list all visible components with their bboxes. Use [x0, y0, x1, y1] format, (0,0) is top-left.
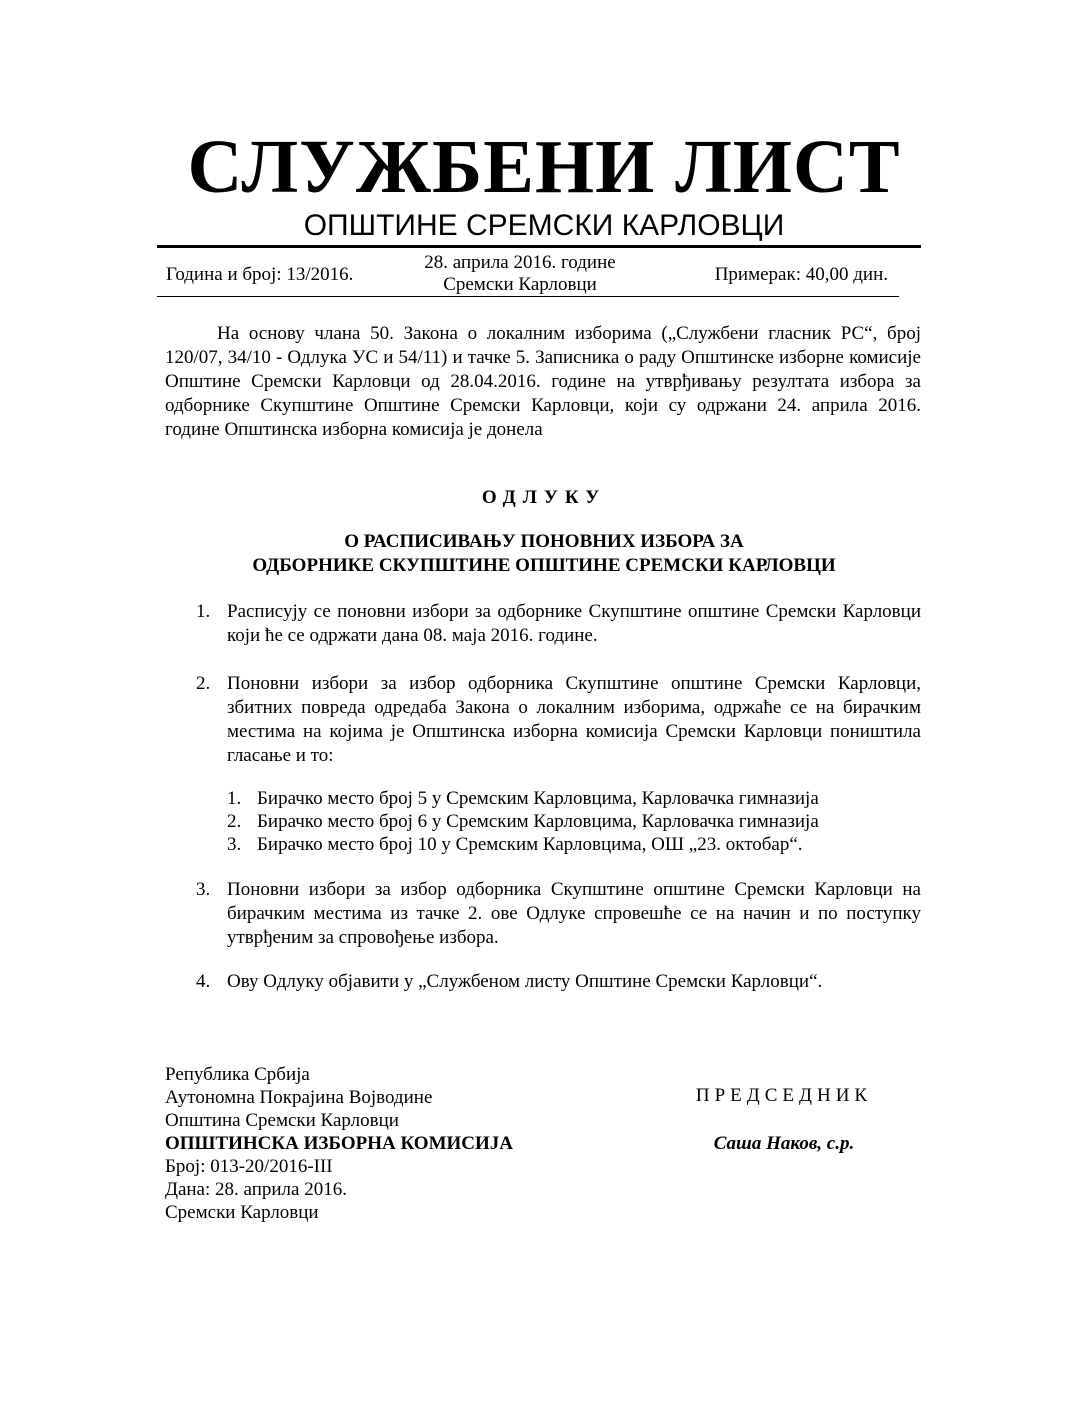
signatory-name: Саша Наков, с.р.	[713, 1133, 855, 1154]
polling-station-text: Бирачко место број 10 у Сремским Карловцима, ОШ „23. октобар“.	[257, 834, 803, 855]
item-text: Поновни избори за избор одборника Скупштине општине Сремски Карловци на бирачким местима из тачке 2. ове Одлуке спровешће се на начин и по поступку утврђеним за спровођење избора.	[227, 879, 921, 948]
decision-subtitle	[0, 530, 1088, 578]
decision-subtitle-line: О РАСПИСИВАЊУ ПОНОВНИХ ИЗБОРА ЗА	[344, 531, 744, 552]
footer-place: Сремски Карловци	[165, 1202, 319, 1223]
item-text: Расписују се поновни избори за одборнике Скупштине општине Сремски Карловци који ће се одржати дана 08. маја 2016. године.	[227, 601, 921, 646]
signatory-title: ПРЕДСЕДНИК	[695, 1085, 873, 1106]
item-text: Поновни избори за избор одборника Скупштине општине Сремски Карловци, збитних повреда одредаба Закона о локалним изборима, одржаће се на бирачким местима на којима је Општинска изборна комисија Сремски Карловци поништила гласање и то:	[227, 673, 921, 766]
issue-price: Примерак: 40,00 дин.	[714, 264, 888, 285]
issue-number: Година и број: 13/2016.	[166, 264, 354, 285]
masthead-title: СЛУЖБЕНИ ЛИСТ	[187, 125, 901, 209]
header-rule-bottom	[157, 296, 899, 297]
issue-date-line: 28. априла 2016. године	[424, 252, 616, 273]
preamble-paragraph: На основу члана 50. Закона о локалним изборима („Службени гласник РС“, број 120/07, 34/10 - Одлука УС и 54/11) и тачке 5. Записника о раду Општинске изборне комисије Општине Сремски Карловци од 28.04.2016. године на утврђивању резултата избора за одборнике Скупштине Општине Сремски Карловци, који су одржани 24. априла 2016. године Општинска изборна комисија је донела	[165, 323, 921, 440]
footer-municipality: Општина Сремски Карловци	[165, 1110, 399, 1131]
masthead-subtitle: ОПШТИНЕ СРЕМСКИ КАРЛОВЦИ	[303, 209, 785, 242]
issue-place-line: Сремски Карловци	[443, 274, 597, 295]
item-number: 1.	[196, 601, 211, 622]
issue-date	[390, 252, 650, 296]
footer-province: Аутономна Покрајина Војводине	[165, 1087, 433, 1108]
polling-station-number: 2.	[227, 811, 242, 832]
footer-date: Дана: 28. априла 2016.	[165, 1179, 347, 1200]
item-number: 2.	[196, 673, 211, 694]
polling-station-text: Бирачко место број 6 у Сремским Карловцима, Карловачка гимназија	[257, 811, 819, 832]
item-number: 4.	[196, 971, 211, 992]
polling-station-text: Бирачко место број 5 у Сремским Карловцима, Карловачка гимназија	[257, 788, 819, 809]
item-number: 3.	[196, 879, 211, 900]
footer-commission: ОПШТИНСКА ИЗБОРНА КОМИСИЈА	[165, 1133, 514, 1154]
polling-station-number: 3.	[227, 834, 242, 855]
polling-station-item	[227, 787, 921, 811]
footer-country: Република Србија	[165, 1064, 310, 1085]
decision-title: ОДЛУКУ	[481, 487, 607, 508]
footer-reference-number: Број: 013-20/2016-III	[165, 1156, 333, 1177]
item-text: Ову Одлуку објавити у „Службеном листу Општине Сремски Карловци“.	[227, 971, 823, 992]
polling-station-number: 1.	[227, 788, 242, 809]
decision-subtitle-line: ОДБОРНИКЕ СКУПШТИНЕ ОПШТИНЕ СРЕМСКИ КАРЛОВЦИ	[252, 555, 836, 576]
polling-station-item	[227, 833, 921, 857]
header-rule-top	[157, 245, 921, 248]
polling-station-item	[227, 810, 921, 834]
